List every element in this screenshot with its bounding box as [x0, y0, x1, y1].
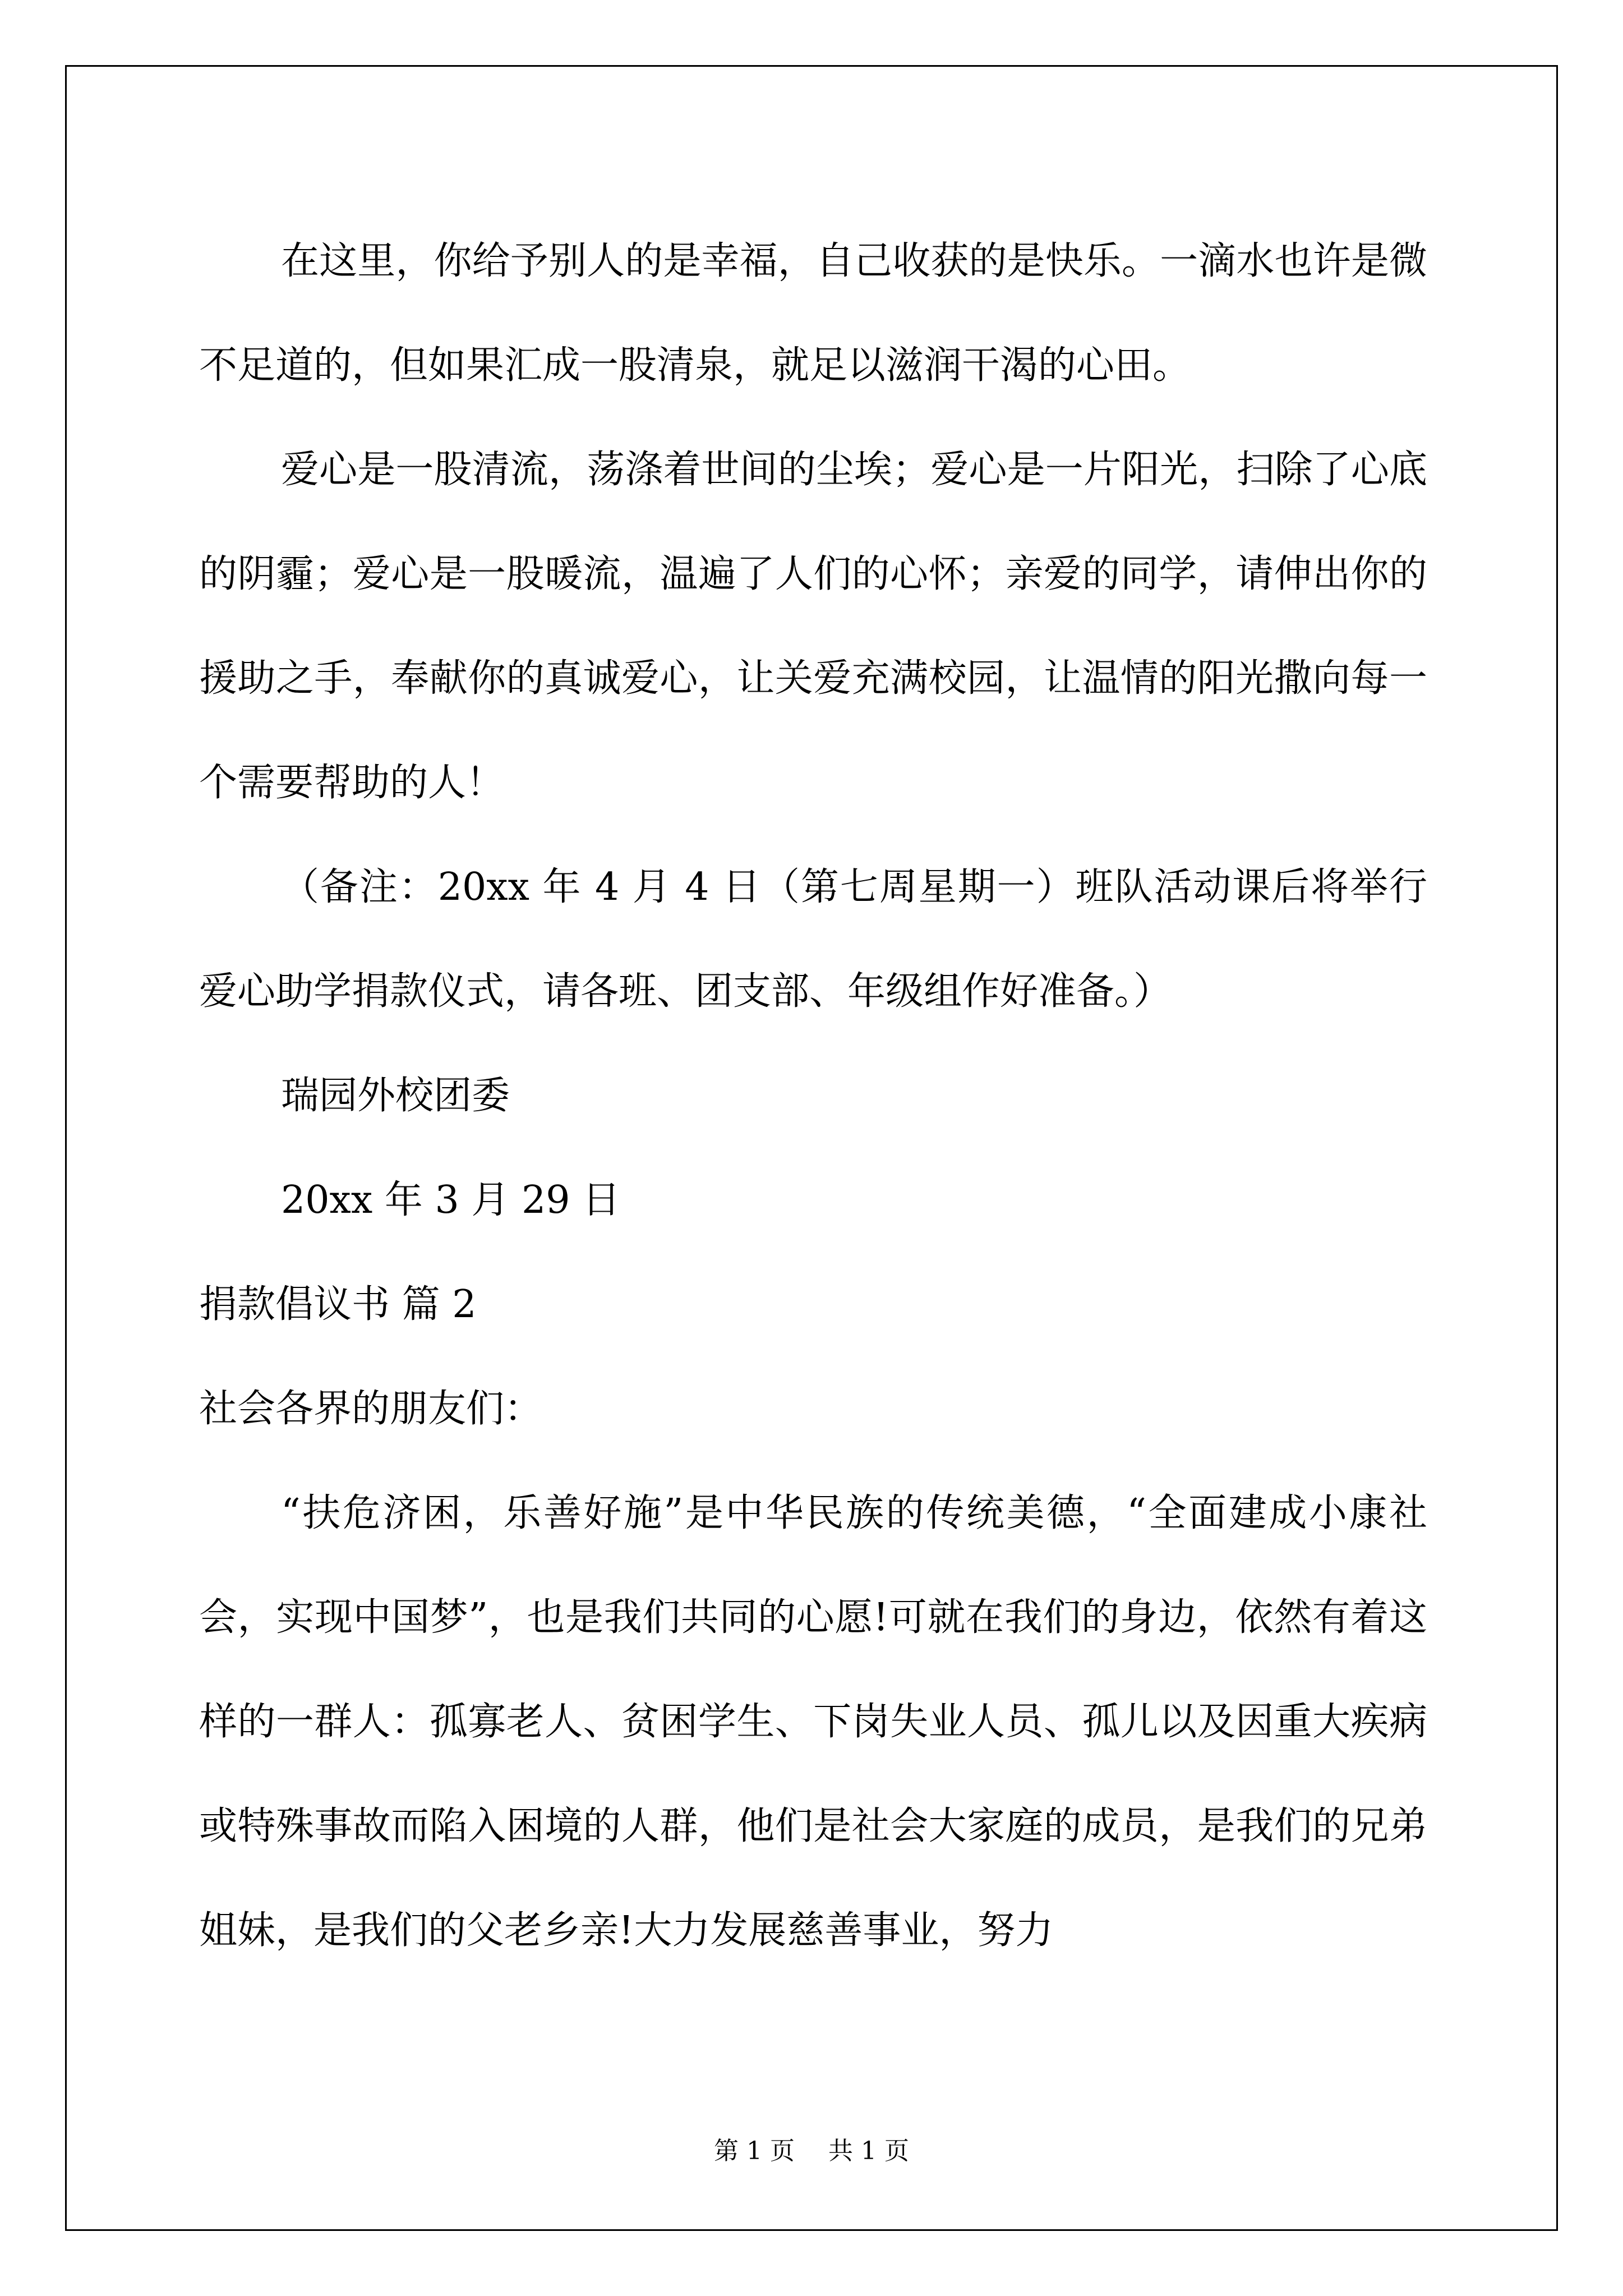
page-number: 第 1 页	[714, 2137, 795, 2165]
paragraph-love: 爱心是一股清流，荡涤着世间的尘埃；爱心是一片阳光，扫除了心底的阴霾；爱心是一股暖流，温遍了人们的心怀；亲爱的同学，请伸出你的援助之手，奉献你的真诚爱心，让关爱充满校园，让温情的阳光撒向每一个需要帮助的人！	[199, 448, 1427, 805]
page-total: 共 1 页	[828, 2137, 909, 2165]
salutation: 社会各界的朋友们：	[199, 1387, 543, 1431]
signature-date: 20xx 年 3 月 29 日	[281, 1178, 621, 1222]
page-footer	[0, 2134, 1623, 2168]
paragraph-intro: 在这里，你给予别人的是幸福，自己收获的是快乐。一滴水也许是微不足道的，但如果汇成一股清泉，就足以滋润干渴的心田。	[199, 239, 1427, 388]
paragraph-note: （备注：20xx 年 4 月 4 日（第七周星期一）班队活动课后将举行爱心助学捐款仪式，请各班、团支部、年级组作好准备。）	[199, 865, 1427, 1014]
section-heading: 捐款倡议书 篇 2	[199, 1282, 477, 1327]
signature-org: 瑞园外校团委	[281, 1074, 510, 1118]
document-body	[199, 209, 1427, 1983]
paragraph-appeal: “扶危济困，乐善好施”是中华民族的传统美德，“全面建成小康社会，实现中国梦”，也是我们共同的心愿!可就在我们的身边，依然有着这样的一群人：孤寡老人、贫困学生、下岗失业人员、孤儿以及因重大疾病或特殊事故而陷入困境的人群，他们是社会大家庭的成员，是我们的兄弟姐妹，是我们的父老乡亲!大力发展慈善事业，努力	[199, 1491, 1427, 1953]
